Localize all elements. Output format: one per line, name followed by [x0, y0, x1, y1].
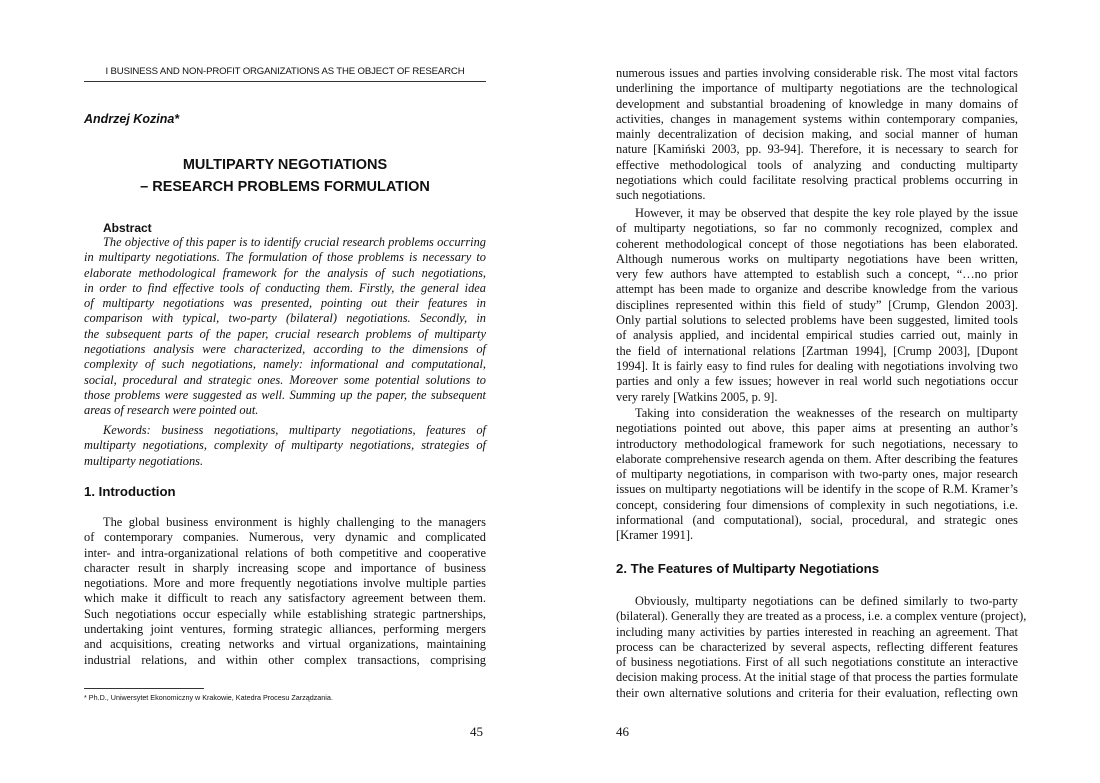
text-line: elaborate comprehensive research agenda on them. After describing the features [616, 451, 1018, 466]
text-line: of contemporary companies. Numerous, very dynamic and complicated [84, 530, 486, 545]
keywords-paragraph [84, 423, 486, 469]
page-number-left: 45 [470, 724, 483, 739]
text-line: disciplines represented within this field of study” [Crump, Glendon 2003]. [616, 297, 1018, 312]
text-line: parties and only a few issues; however in real world such negotiations occur [616, 374, 1018, 389]
text-line: negotiations pointed out above, this paper aims at presenting an author’s [616, 421, 1018, 436]
text-line: industrial relations, and within other complex transactions, comprising [84, 652, 486, 667]
text-line: the subsequent parts of the paper, crucial research problems of multiparty [84, 326, 486, 341]
text-line: Although numerous works on multiparty negotiations have been written, [616, 251, 1018, 266]
text-line: Taking into consideration the weaknesses of the research on multiparty [635, 406, 1018, 420]
text-line: negotiations which could facilitate resolving practical problems occurring in [616, 173, 1018, 188]
section-heading-features: 2. The Features of Multiparty Negotiations [616, 561, 880, 576]
intro-paragraph [84, 515, 486, 668]
running-header: I BUSINESS AND NON-PROFIT ORGANIZATIONS AS THE OBJECT OF RESEARCH [84, 66, 486, 82]
text-line: activities, changes in management systems within contemporary companies, [616, 111, 1018, 126]
text-line: very few authors have attempted to establish such a concept, “…no prior [616, 267, 1018, 282]
paragraph-4 [616, 594, 1027, 701]
paragraph-1 [616, 66, 1018, 204]
text-line: inter- and intra-organizational relations of both competitive and cooperative [84, 545, 486, 560]
text-line: complexity of such negotiations, namely: informational and computational, [84, 357, 486, 372]
text-line: informational (and computational), social, procedural, and strategic ones [616, 513, 1018, 528]
text-line: negotiations. More and more frequently negotiations involve multiple parties [84, 576, 486, 591]
text-line: in multiparty negotiations. The formulation of those problems is necessary to [84, 250, 486, 265]
text-line: undertaking joint ventures, forming strategic alliances, performing mergers [84, 622, 486, 637]
text-line: Obviously, multiparty negotiations can be defined similarly to two-party [635, 594, 1018, 608]
text-line: numerous issues and parties involving considerable risk. The most vital factors [616, 66, 1018, 80]
text-line: and acquisitions, creating networks and virtual organizations, maintaining [84, 637, 486, 652]
right-page [550, 0, 1100, 783]
text-line: the field of international relations [Zartman 1994], [Crump 2003], [Dupont [616, 343, 1018, 358]
text-line: concept, considering four dimensions of complexity in such negotiations, i.e. [616, 497, 1018, 512]
text-line: effective methodological tools of analyzing and conducting multiparty [616, 157, 1018, 172]
section-heading-introduction: 1. Introduction [84, 484, 176, 499]
text-line: including many activities by parties interested in reaching an agreement. That [616, 624, 1018, 639]
text-line: (bilateral). Generally they are treated as a process, i.e. a complex venture (project), [616, 609, 1027, 624]
text-line: their own alternative solutions and criteria for their evaluation, reflecting own [616, 685, 1018, 700]
text-line: in order to find effective tools of conducting them. Firstly, the general idea [84, 280, 486, 295]
text-line: of multiparty negotiations, so far no commonly recognized, complex and [616, 221, 1018, 236]
text-line: The global business environment is highly challenging to the managers [103, 515, 486, 529]
text-line: very rarely [Watkins 2005, p. 9]. [616, 389, 778, 404]
text-line: coherent methodological concept of those negotiations has been elaborated. [616, 236, 1018, 251]
text-line: The objective of this paper is to identify crucial research problems occurring [103, 235, 486, 249]
page-number-right: 46 [616, 724, 629, 739]
text-line: character result in sharply increasing scope and importance of business [84, 560, 486, 575]
text-line: underlining the importance of multiparty negotiations are the technological [616, 81, 1018, 96]
text-line: nature [Kamiński 2003, pp. 93-94]. Therefore, it is necessary to search for [616, 142, 1018, 157]
text-line: of multiparty negotiations, in comparison with two-party ones, major research [616, 467, 1018, 482]
text-line: comparison with typical, two-party (bilateral) negotiations. Secondly, in [84, 311, 486, 326]
footnote: * Ph.D., Uniwersytet Ekonomiczny w Krakowie, Katedra Procesu Zarządzania. [84, 693, 333, 702]
text-line: such negotiations. [616, 188, 706, 203]
text-line: which make it difficult to reach any satisfactory agreement between them. [84, 591, 486, 606]
paragraph-2 [616, 206, 1018, 405]
text-line: of business negotiations. First of all such negotiations constitute an interactive [616, 655, 1018, 670]
footnote-divider [84, 688, 204, 689]
text-line: [Kramer 1991]. [616, 528, 694, 543]
text-line: Kewords: business negotiations, multiparty negotiations, features of [103, 423, 486, 437]
text-line: attempt has been made to organize and describe knowledge from the various [616, 282, 1018, 297]
text-line: of multiparty negotiations was presented, pointing out their features in [84, 296, 486, 311]
text-line: issues on multiparty negotiations will be identify in the scope of R.M. Kramer’s [616, 482, 1018, 497]
text-line: of analysis applied, and incidental empirical studies carried out, mainly in [616, 328, 1018, 343]
text-line: areas of research were pointed out. [84, 403, 259, 418]
text-line: process can be characterized by several aspects, reflecting different features [616, 639, 1018, 654]
text-line: those problems were suggested as well. Summing up the paper, the subsequent [84, 387, 486, 402]
abstract-paragraph [84, 235, 486, 419]
title-line-1: MULTIPARTY NEGOTIATIONS [182, 157, 388, 173]
abstract-heading: Abstract [103, 221, 152, 235]
text-line: mainly decentralization of decision making, and social manner of human [616, 127, 1018, 142]
text-line: 1994]. It is fairly easy to find rules for dealing with negotiations involving two [616, 358, 1018, 373]
author-name: Andrzej Kozina* [84, 112, 180, 126]
title-line-2: – RESEARCH PROBLEMS FORMULATION [140, 179, 430, 195]
text-line: Such negotiations occur especially while establishing strategic partnerships, [84, 606, 486, 621]
text-line: multiparty negotiations. [84, 453, 204, 468]
text-line: multiparty negotiations, complexity of multiparty negotiations, strategies of [84, 438, 486, 453]
text-line: Only partial solutions to selected problems have been suggested, limited tools [616, 313, 1018, 328]
paper-title [84, 154, 486, 198]
text-line: However, it may be observed that despite the key role played by the issue [635, 206, 1018, 220]
text-line: negotiations analysis were characterized, according to the dimensions of [84, 342, 486, 357]
text-line: introductory methodological framework for such negotiations, necessary to [616, 436, 1018, 451]
text-line: elaborate methodological framework for the analysis of such negotiations, [84, 265, 486, 280]
text-line: social, procedural and strategic ones. Moreover some potential solutions to [84, 372, 486, 387]
paragraph-3 [616, 406, 1018, 544]
text-line: decision making process. At the initial stage of that process the parties formulate [616, 670, 1018, 685]
text-line: development and substantial broadening of knowledge in many domains of [616, 96, 1018, 111]
